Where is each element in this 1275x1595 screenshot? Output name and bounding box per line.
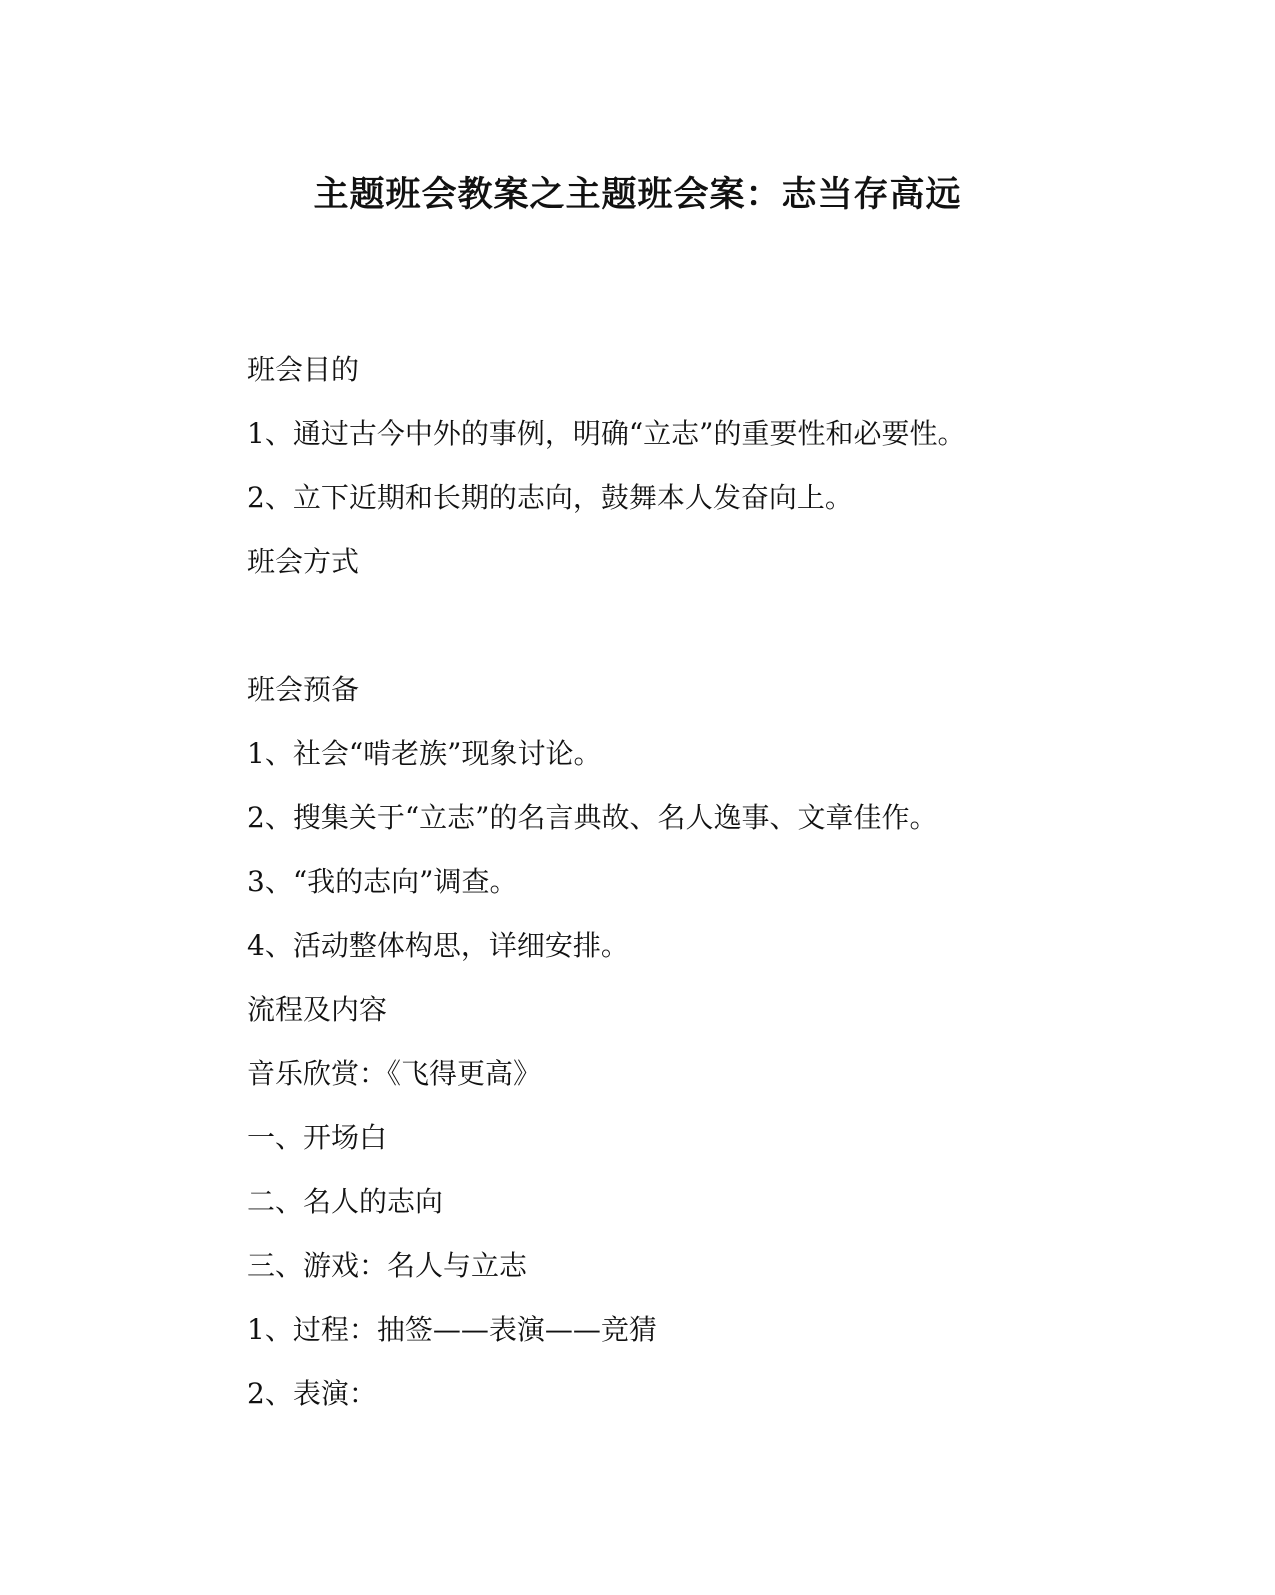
paragraph-line: 2、立下近期和长期的志向，鼓舞本人发奋向上。 [247, 481, 853, 514]
paragraph-line: 三、游戏：名人与立志 [247, 1249, 528, 1282]
paragraph-line: 二、名人的志向 [247, 1185, 444, 1218]
section-heading-preparation: 班会预备 [247, 673, 360, 706]
paragraph-line: 1、过程：抽签——表演——竞猜 [247, 1313, 657, 1346]
section-heading-purpose: 班会目的 [247, 353, 360, 386]
paragraph-line: 一、开场白 [247, 1121, 388, 1154]
section-heading-method: 班会方式 [247, 545, 360, 578]
paragraph-line: 2、表演： [247, 1377, 377, 1410]
paragraph-line: 1、社会“啃老族”现象讨论。 [247, 737, 602, 770]
paragraph-line: 3、“我的志向”调查。 [247, 865, 518, 898]
paragraph-line: 1、通过古今中外的事例，明确“立志”的重要性和必要性。 [247, 417, 966, 450]
paragraph-line: 2、搜集关于“立志”的名言典故、名人逸事、文章佳作。 [247, 801, 938, 834]
document-title: 主题班会教案之主题班会案：志当存高远 [313, 174, 962, 215]
paragraph-line: 4、活动整体构思，详细安排。 [247, 929, 629, 962]
section-heading-process: 流程及内容 [247, 993, 388, 1026]
paragraph-line: 音乐欣赏：《飞得更高》 [247, 1057, 542, 1090]
